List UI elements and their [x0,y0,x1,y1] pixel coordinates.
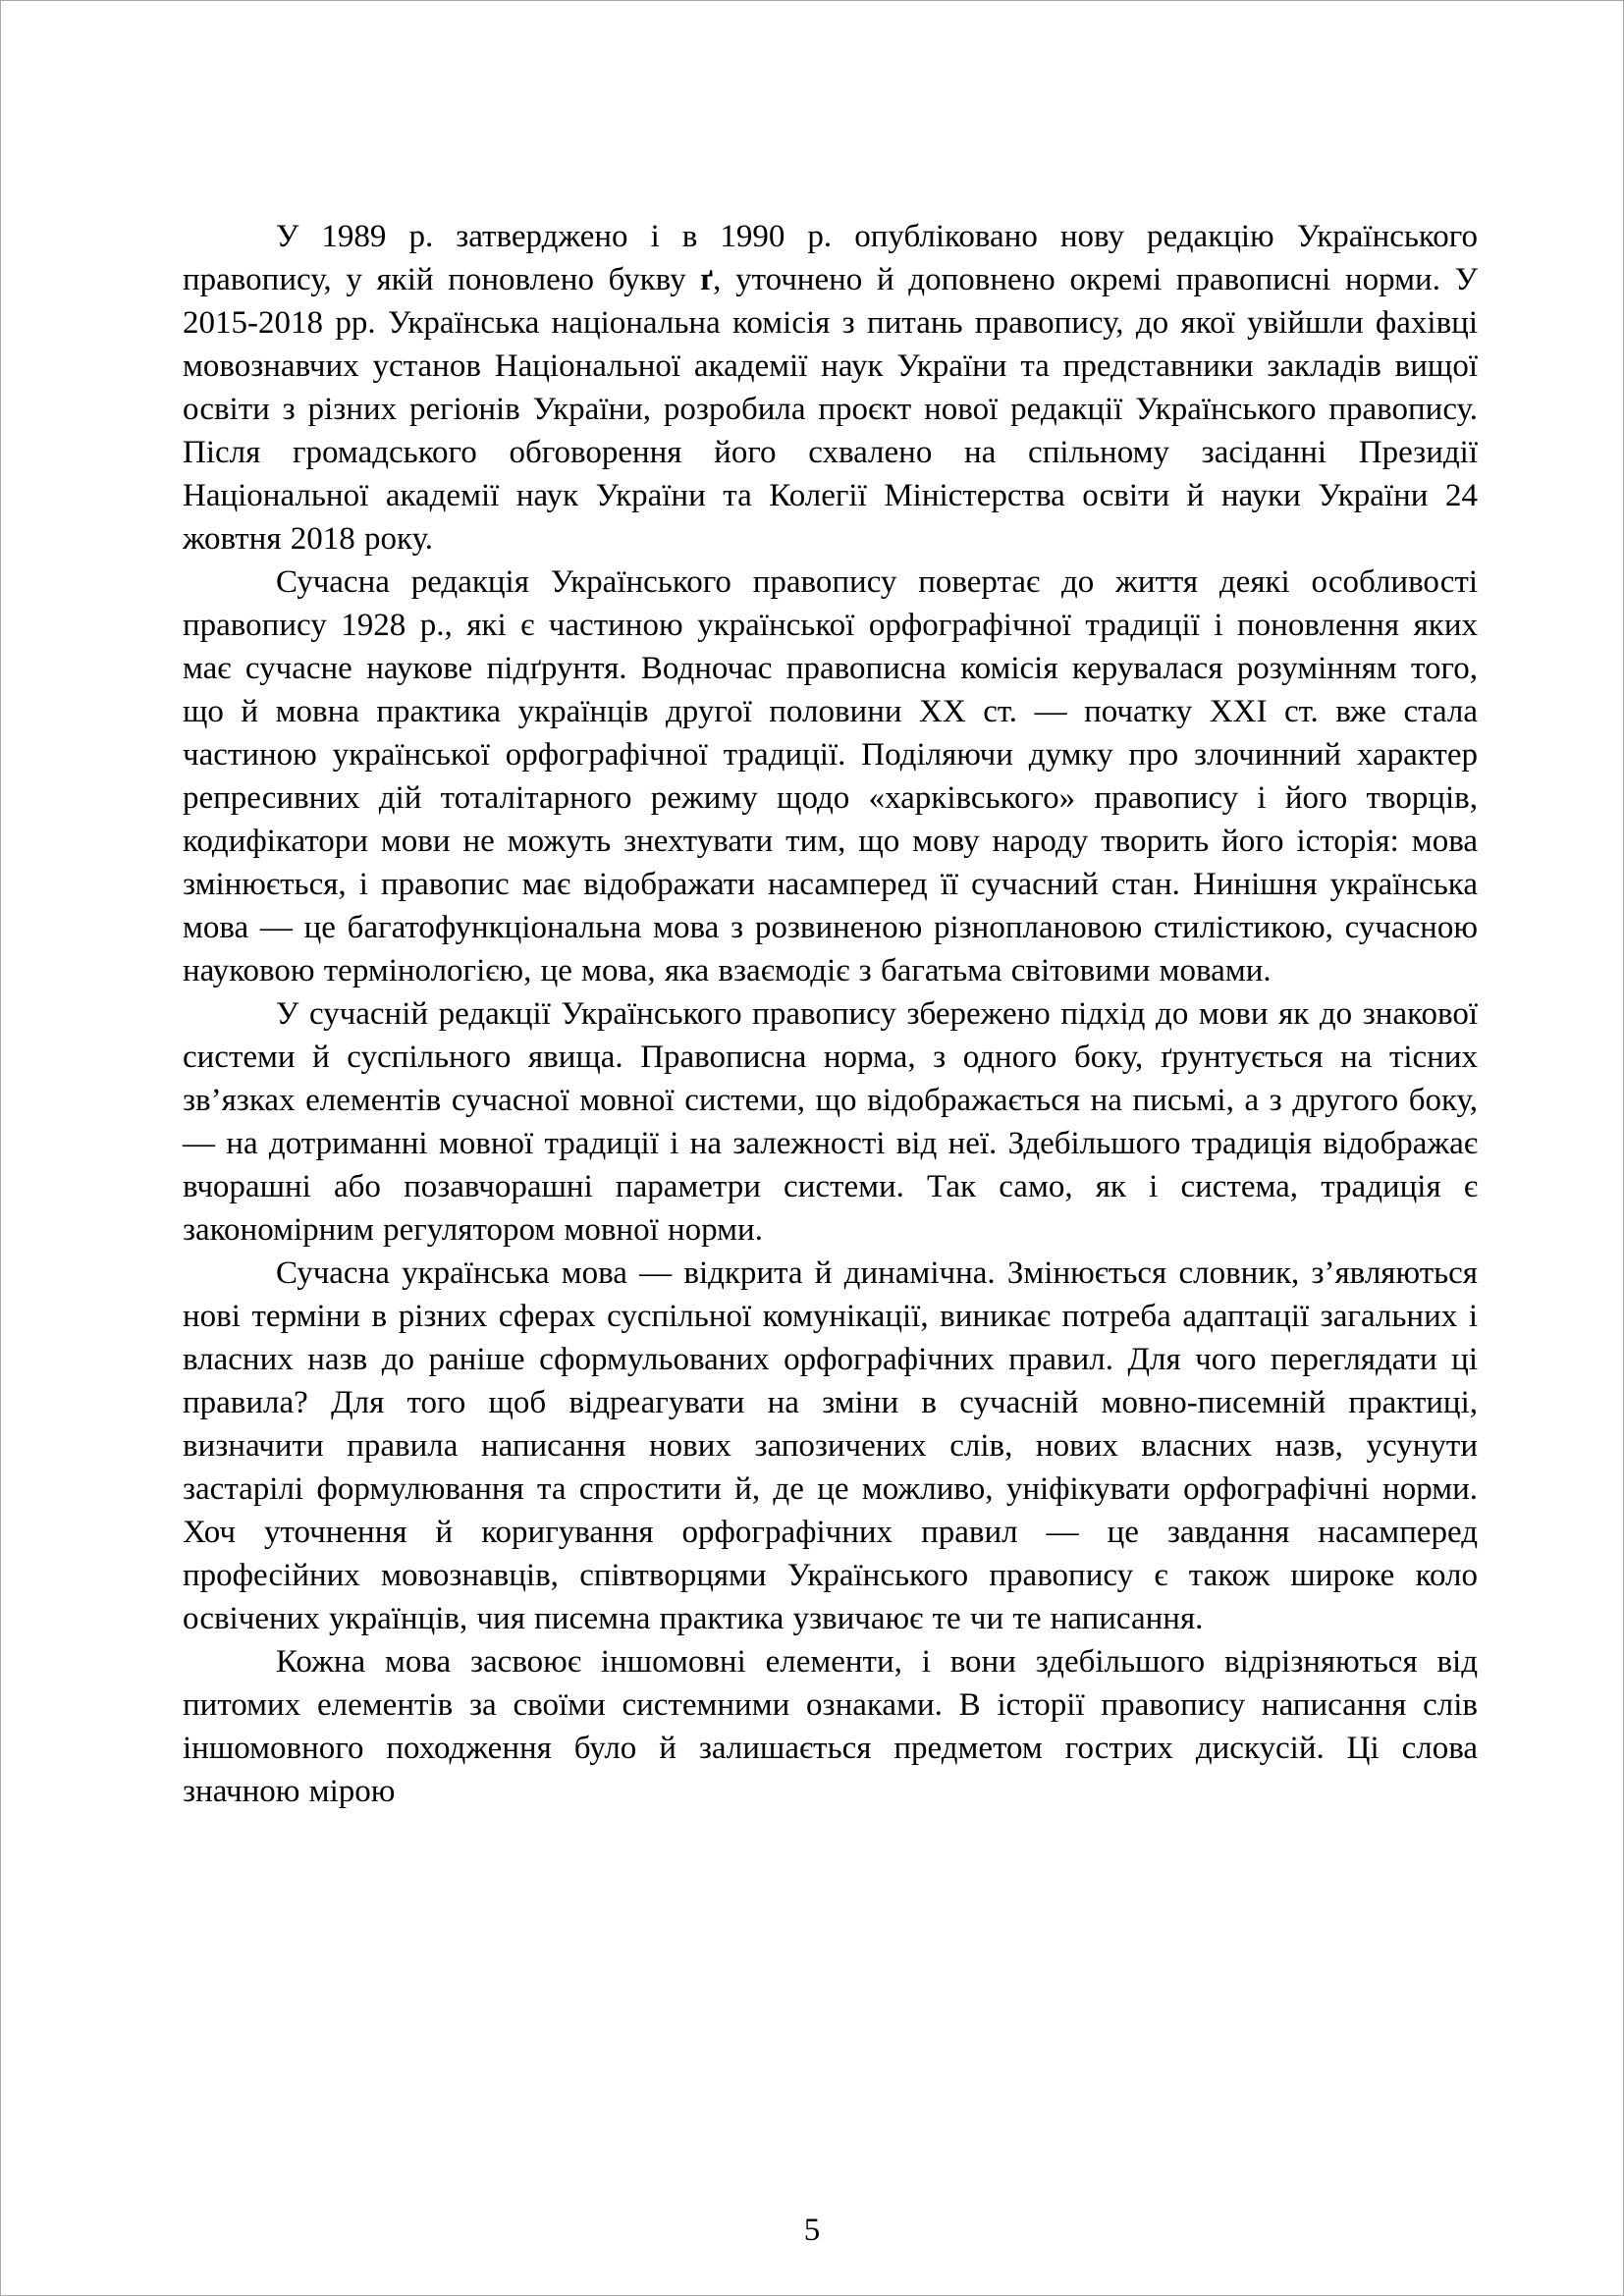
text-run: , уточнено й доповнено окремі правописні норми. У 2015-2018 рр. Українська національна комісія з питань правопису, до якої увійшли фахівці мовознавчих установ Національної академії наук України та представники закладів вищої освіти з різних регіонів України, розробила проєкт нової редакції Українського правопису. Після громадського обговорення його схвалено на спільному засіданні Президії Національної академії наук України та Колегії Міністерства освіти й науки України 24 жовтня 2018 року. [183,262,1478,557]
text-run: ґ [700,262,714,297]
page-number: 5 [803,2213,821,2248]
paragraph [183,992,1478,1252]
paragraph [183,561,1478,992]
text-run: У 1989 р. затверджено і в 1990 р. опубліковано нову редакцію Українського правопису, у якій поновлено букву [183,219,1478,297]
paragraph [183,1252,1478,1640]
text-run: Сучасна редакція Українського правопису повертає до життя деякі особливості правопису 1928 р., які є частиною української орфографічної традиції і поновлення яких має сучасне наукове підґрунтя. Водночас правописна комісія керувалася розумінням того, що й мовна практика українців другої половини ХХ ст. — початку ХХІ ст. вже стала частиною української орфографічної традиції. Поділяючи думку про злочинний характер репресивних дій тоталітарного режиму щодо «харківського» правопису і його творців, кодифікатори мови не можуть знехтувати тим, що мову народу творить його історія: мова змінюється, і правопис має відображати насамперед її сучасний стан. Нинішня українська мова — це багатофункціональна мова з розвиненою різноплановою стилістикою, сучасною науковою термінологією, це мова, яка взаємодіє з багатьма світовими мовами. [183,564,1478,988]
text-run: У сучасній редакції Українського правопису збережено підхід до мови як до знакової системи й суспільного явища. Правописна норма, з одного боку, ґрунтується на тісних зв’язках елементів сучасної мовної системи, що відображається на письмі, а з другого боку, — на дотриманні мовної традиції і на залежності від неї. Здебільшого традиція відображає вчорашні або позавчорашні параметри системи. Так само, як і система, традиція є закономірним регулятором мовної норми. [183,996,1478,1248]
text-run: Кожна мова засвоює іншомовні елементи, і вони здебільшого відрізняються від питомих елементів за своїми системними ознаками. В історії правопису написання слів іншомовного походження було й залишається предметом гострих дискусій. Ці слова значною мірою [183,1644,1478,1809]
text-run: Сучасна українська мова — відкрита й динамічна. Змінюється словник, з’являються нові терміни в різних сферах суспільної комунікації, виникає потреба адаптації загальних і власних назв до раніше сформульованих орфографічних правил. Для чого переглядати ці правила? Для того щоб відреагувати на зміни в сучасній мовно-писемній практиці, визначити правила написання нових запозичених слів, нових власних назв, усунути застарілі формулювання та спростити й, де це можливо, уніфікувати орфографічні норми. Хоч уточнення й коригування орфографічних правил — це завдання насамперед професійних мовознавців, співтворцями Українського правопису є також широке коло освічених українців, чия писемна практика узвичаює те чи те написання. [183,1255,1478,1636]
paragraph [183,1640,1478,1813]
paragraph [183,215,1478,561]
text-block [183,215,1478,1813]
